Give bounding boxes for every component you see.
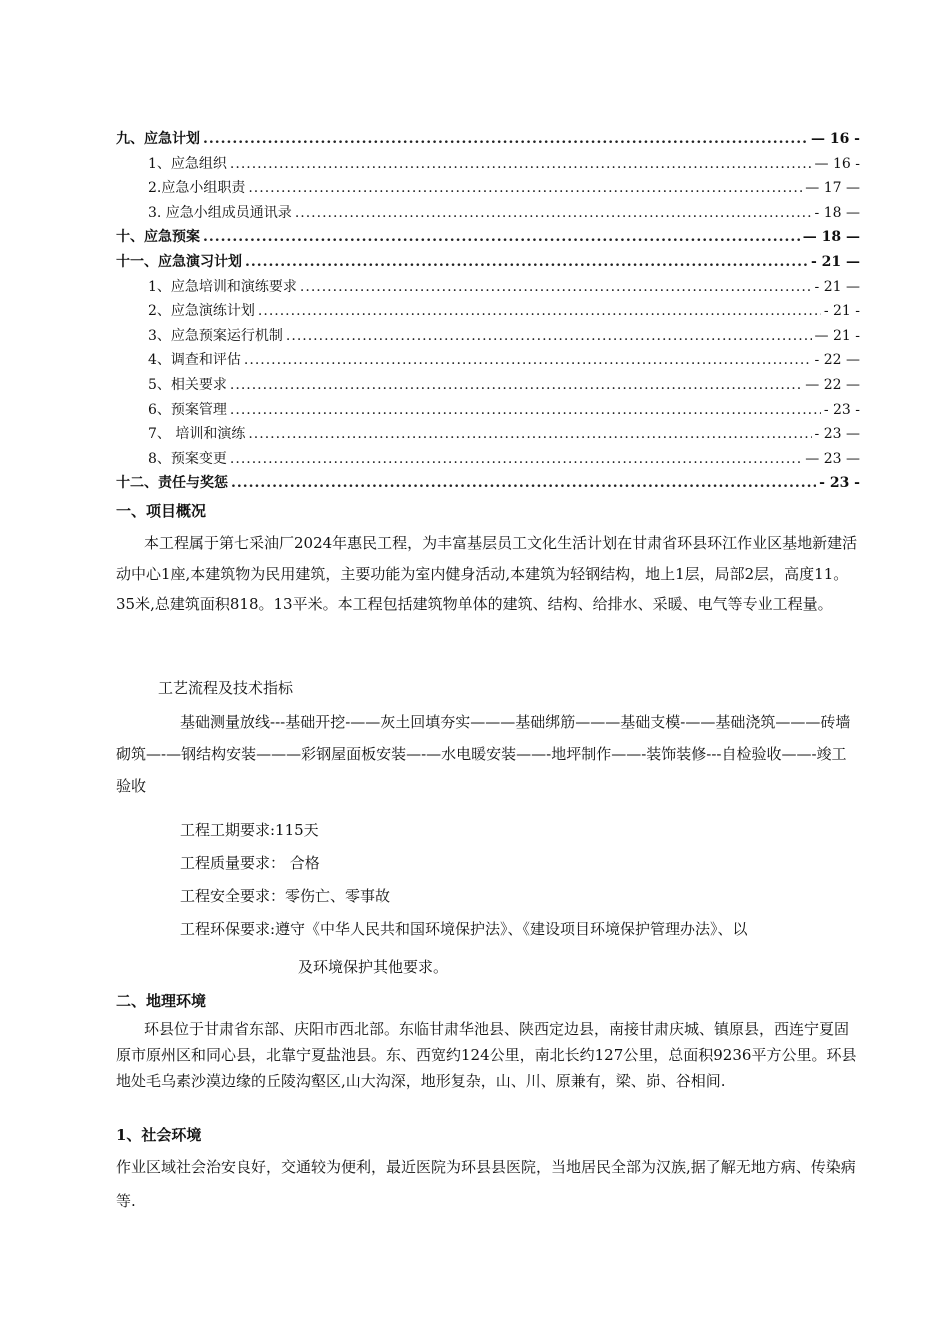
toc-entry-label: 8、预案变更 bbox=[148, 450, 227, 467]
toc-entry-page: - 21 — bbox=[814, 278, 860, 295]
toc-entry-page: - 21 - bbox=[823, 303, 860, 320]
toc-leader-dots bbox=[230, 373, 802, 398]
toc-leader-dots bbox=[230, 447, 802, 472]
toc-entry[interactable] bbox=[116, 447, 860, 472]
quality-requirement: 工程质量要求： 合格 bbox=[180, 854, 320, 872]
toc-leader-dots bbox=[244, 348, 812, 373]
toc-entry[interactable] bbox=[116, 152, 860, 177]
toc-entry[interactable] bbox=[116, 373, 860, 398]
toc-entry[interactable] bbox=[116, 225, 860, 250]
project-overview-paragraph: 本工程属于第七采油厂2024年惠民工程，为丰富基层员工文化生活计划在甘肃省环县环江作业区基地新建活动中心1座,本建筑物为民用建筑，主要功能为室内健身活动,本建筑为轻钢结构，地上1层，局部2层，高度11。35米,总建筑面积818。13平米。本工程包括建筑物单体的建筑、结构、给排水、采暖、电气等专业工程量。 bbox=[116, 534, 858, 613]
toc-leader-dots bbox=[300, 275, 812, 300]
toc-entry-label: 十二、责任与奖惩 bbox=[116, 475, 228, 492]
toc-entry[interactable] bbox=[116, 422, 860, 447]
toc-entry-page: — 21 - bbox=[814, 327, 860, 344]
toc-entry-label: 6、预案管理 bbox=[148, 401, 227, 418]
toc-entry-label: 十、应急预案 bbox=[116, 229, 200, 246]
social-environment-paragraph: 作业区域社会治安良好，交通较为便利，最近医院为环县县医院，当地居民全部为汉族,据了解无地方病、传染病等. bbox=[116, 1158, 856, 1210]
toc-entry[interactable] bbox=[116, 299, 860, 324]
toc-entry-page: - 23 - bbox=[823, 401, 860, 418]
toc-entry-page: - 18 — bbox=[814, 204, 860, 221]
toc-entry[interactable] bbox=[116, 176, 860, 201]
geography-paragraph: 环县位于甘肃省东部、庆阳市西北部。东临甘肃华池县、陕西定边县，南接甘肃庆城、镇原县，西连宁夏固原市原州区和同心县，北靠宁夏盐池县。东、西宽约124公里，南北长约127公里，总面积9236平方公里。环县地处毛乌素沙漠边缘的丘陵沟壑区,山大沟深，地形复杂，山、川、原兼有，梁、峁、谷相间. bbox=[116, 1020, 857, 1090]
toc-leader-dots bbox=[286, 324, 812, 349]
toc-entry[interactable] bbox=[116, 398, 860, 423]
process-flow-paragraph: 基础测量放线---基础开挖-——灰土回填夯实———基础绑筋———基础支模-——基础浇筑———砖墙砌筑—-—钢结构安装———彩钢屋面板安装—-—水电暖安装——-地坪制作——-装饰装修---自检验收——-竣工验收 bbox=[116, 713, 851, 795]
toc-entry-page: — 16 - bbox=[810, 131, 860, 147]
toc-entry[interactable] bbox=[116, 471, 860, 496]
toc-leader-dots bbox=[248, 422, 811, 447]
toc-entry-page: — 18 — bbox=[802, 229, 860, 246]
toc-entry-label: 7、 培训和演练 bbox=[148, 426, 246, 443]
toc-entry-label: 2.应急小组职责 bbox=[148, 180, 246, 197]
toc-entry-label: 1、应急组织 bbox=[148, 155, 227, 172]
environment-requirement-line1: 工程环保要求:遵守《中华人民共和国环境保护法》、《建设项目环境保护管理办法》、以 bbox=[180, 920, 748, 938]
safety-requirement: 工程安全要求：零伤亡、零事故 bbox=[180, 887, 391, 905]
toc-entry[interactable] bbox=[116, 275, 860, 300]
toc-entry-label: 3、应急预案运行机制 bbox=[148, 327, 283, 344]
environment-requirement-line2: 及环境保护其他要求。 bbox=[298, 958, 449, 976]
toc-leader-dots bbox=[245, 250, 808, 275]
toc-entry-page: - 21 — bbox=[810, 253, 860, 270]
toc-leader-dots bbox=[203, 225, 800, 250]
toc-entry[interactable] bbox=[116, 348, 860, 373]
toc-entry[interactable] bbox=[116, 324, 860, 349]
toc-entry[interactable] bbox=[116, 250, 860, 275]
toc-leader-dots bbox=[231, 471, 816, 496]
toc-entry-page: - 23 - bbox=[819, 475, 860, 492]
process-title: 工艺流程及技术指标 bbox=[158, 679, 294, 697]
toc-entry-page: - 23 — bbox=[814, 426, 860, 443]
section-heading-social-environment: 1、社会环境 bbox=[116, 1126, 202, 1144]
toc-entry[interactable] bbox=[116, 201, 860, 226]
section-heading-project-overview: 一、项目概况 bbox=[116, 502, 207, 520]
toc-leader-dots bbox=[258, 299, 821, 324]
toc-entry-label: 2、应急演练计划 bbox=[148, 303, 255, 320]
section-heading-geography: 二、地理环境 bbox=[116, 992, 207, 1010]
toc-entry[interactable] bbox=[116, 127, 860, 152]
toc-entry-label: 5、相关要求 bbox=[148, 376, 227, 393]
table-of-contents bbox=[116, 127, 860, 496]
toc-leader-dots bbox=[248, 176, 802, 201]
toc-entry-label: 十一、应急演习计划 bbox=[116, 253, 242, 270]
toc-entry-page: — 17 — bbox=[805, 180, 860, 197]
toc-entry-label: 九、应急计划 bbox=[116, 131, 200, 147]
toc-entry-page: — 23 — bbox=[805, 450, 860, 467]
toc-entry-page: - 22 — bbox=[814, 352, 860, 369]
toc-entry-label: 1、应急培训和演练要求 bbox=[148, 278, 297, 295]
toc-entry-label: 4、调查和评估 bbox=[148, 352, 241, 369]
toc-entry-page: — 16 - bbox=[814, 155, 860, 172]
period-requirement: 工程工期要求:115天 bbox=[180, 821, 319, 839]
toc-entry-page: — 22 — bbox=[805, 376, 860, 393]
toc-entry-label: 3. 应急小组成员通讯录 bbox=[148, 204, 292, 221]
toc-leader-dots bbox=[295, 201, 812, 226]
toc-leader-dots bbox=[230, 398, 821, 423]
toc-leader-dots bbox=[230, 152, 812, 177]
toc-leader-dots bbox=[203, 127, 808, 152]
